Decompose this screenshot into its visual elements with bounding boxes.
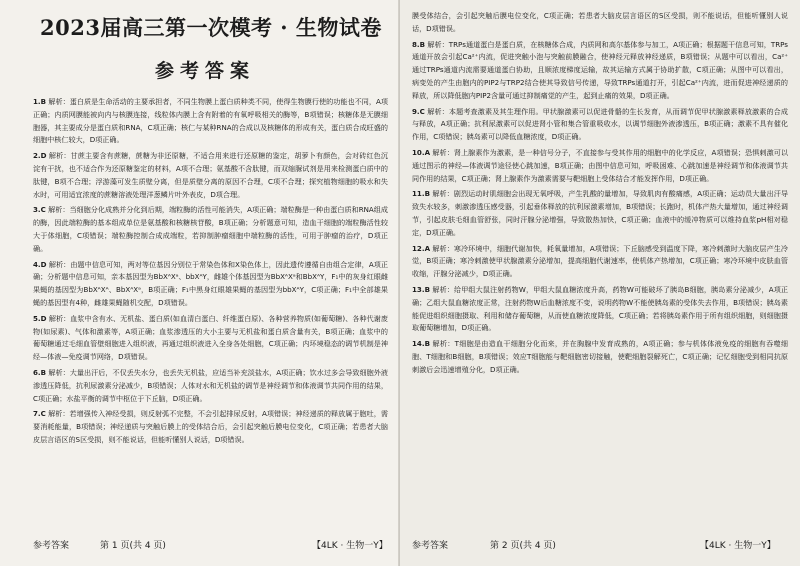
footer-page-number: 第 1 页(共 4 页)	[100, 541, 166, 551]
answer-number: 4.D	[33, 259, 47, 269]
footer-code: 【4LK · 生物一Y】	[700, 541, 776, 551]
footer-label: 参考答案	[412, 541, 449, 551]
answer-number: 6.B	[33, 367, 47, 377]
answer-number: 12.A	[412, 243, 431, 253]
answer-text: 解析：肾上腺素作为激素，是一种信号分子，不直接参与受其作用的细胞中的化学反应，A项错误；恐惧刺激可以通过图示的神经—体液调节途径使心跳加速，B项正确；由图中信息可知，呼吸困难、心跳加速是神经调节和体液调节共同作用的结果，C项正确；肾上腺素作为激素需要与靶细胞上受体结合才能发挥作用，D项正确。	[412, 147, 788, 183]
answer-number: 13.B	[412, 284, 430, 294]
page-subtitle: 参考答案	[154, 60, 255, 82]
answer-number: 1.B	[33, 97, 47, 106]
answer-text: 解析：由题中信息可知，两对等位基因分别位于常染色体和X染色体上，因此遗传遵循自由组合定律，A项正确；分析题中信息可知，亲本基因型为BbXᴬXᵃ、bbXᴬY，雌雄个体基因型为BbXᴬXᵃ和BbXᴬY，F₁中的灰身红眼雌果蝇的基因型为BbXᴬXᴬ、BbXᴬXᵃ，B项正确；F₁中黑身红眼雄果蝇的基因型为bbXᴬY，C项正确；F₁中全部雄果蝇的基因型有4种，雌雄果蝇随机交配，D项错误。	[33, 259, 389, 307]
answer-item	[33, 150, 388, 201]
answer-number: 11.B	[412, 189, 430, 199]
answer-item	[33, 204, 388, 255]
answer-text: 解析：蛋白质是生命活动的主要承担者，不同生物膜上蛋白质种类不同，使得生物膜行使的功能也不同，A项正确；内质网膜能被向内与核膜连接，线粒体内膜上含有附着的有氧呼吸相关的酶等，B项错误；核糖体是无膜细胞器，其主要成分是蛋白质和RNA，C项正确；核仁与某种RNA的合成以及核糖体的形成有关，蛋白质合成旺盛的细胞中核仁较大，D项正确。	[33, 97, 388, 145]
right-page	[400, 0, 800, 566]
answer-item	[412, 10, 788, 36]
answer-item	[33, 96, 388, 147]
answer-text: 解析：TRPs通道蛋白是蛋白质，在核糖体合成，内质网和高尔基体参与加工，A项正确；根据题干信息可知，TRPs通道开放会引起Ca²⁺内流，促进突触小泡与突触前膜融合，使神经元释放神经递质，B项错误；从题中可以看出，Ca²⁺通过TRPs通道内流需要通道蛋白协助，且顺浓度梯度运输，故其运输方式属于协助扩散，C项正确；从图中可以看出，病变处的产生由胞内的PIP2与TRP2结合使其导致信号传递，导致TRPs通道打开，引起Ca²⁺内流，进而促进神经递质的释放，所以降低胞内PIP2含量可通过抑制痛觉的产生，起到止痛的效果，D项正确。	[412, 39, 788, 100]
answer-number: 14.B	[412, 339, 430, 349]
answer-number: 7.C	[33, 409, 46, 419]
answer-text: 膜受体结合，会引起突触后膜电位变化，C项正确；若患者大脑皮层言语区的S区受损，则不能说话，但能听懂别人说话，D项错误。	[412, 11, 788, 33]
answer-number: 3.C	[33, 205, 46, 215]
answer-text: 解析：甘蔗主要含有蔗糖，蔗糖为非还原糖，不适合用来进行还原糖的鉴定，胡萝卜有颜色，会对砖红色沉淀有干扰，也不适合作为还原糖鉴定的材料，A项不合理；氨基酸不含肽键，而双缩脲试剂是用来检测蛋白质中的肽键，B项不合理；浮游藻可发生质壁分离，但是质壁分离的原因不合理，C项不合理；探究植物细胞的吸水和失水时，可用适宜浓度的蔗糖溶液处理洋葱鳞片叶外表皮，D项合理。	[33, 151, 388, 199]
answer-item	[412, 243, 788, 281]
answer-item	[412, 39, 788, 103]
answer-number: 5.D	[33, 313, 47, 323]
answer-item	[33, 408, 388, 446]
answer-list-right	[412, 10, 788, 380]
answer-item	[33, 367, 388, 405]
answer-item	[412, 284, 788, 335]
answer-item	[412, 147, 788, 185]
answer-text: 解析：本题考查激素及其生理作用。甲状腺激素可以促进骨骼的生长发育，从而调节促甲状腺激素释放激素的合成与释放，A项正确；抗利尿激素可以促进肾小管和集合管重吸收水，以调节细胞外液渗透压，B项正确；激素不具有催化作用，C项错误；胰岛素可以降低血糖浓度，D项正确。	[412, 106, 788, 142]
answer-text: 解析：大量出汗后，不仅丢失水分，也丢失无机盐，应适当补充淡盐水，A项正确；饮水过多会导致细胞外液渗透压降低，抗利尿激素分泌减少，B项错误；人体对水和无机盐的调节是神经调节和体液调节共同作用的结果，C项正确；水盐平衡的调节中枢位于下丘脑，D项正确。	[33, 367, 388, 403]
answer-item	[33, 259, 388, 310]
answer-list-left	[33, 96, 388, 450]
answer-number: 2.D	[33, 151, 47, 161]
page-title: 2023届高三第一次模考 · 生物试卷	[40, 15, 382, 40]
answer-text: 解析：剧烈运动时肌细胞会出现无氧呼吸，产生乳酸的量增加，导致肌肉有酸痛感，A项正确；运动员大量出汗导致失水较多，刺激渗透压感受器，引起垂体释放的抗利尿激素增加，B项错误；长跑时，机体产热大量增加，通过神经调节，引起皮肤毛细血管舒张，同时汗腺分泌增强，导致散热加快，C项正确；血液中的缓冲物质可以维持血浆pH相对稳定，D项正确。	[412, 189, 788, 237]
answer-text: 解析：血浆中含有水、无机盐、蛋白质(如血清白蛋白、纤维蛋白原)、各种营养物质(如葡萄糖)、各种代谢废物(如尿素)、气体和激素等，A项正确；血浆渗透压的大小主要与无机盐和蛋白质含量有关，B项正确；血浆中的葡萄糖通过毛细血管壁细胞进入组织液，再通过组织液进入全身各处细胞，C项正确；内环境稳态的调节机制是神经—体液—免疫调节网络，D项错误。	[33, 313, 388, 362]
answer-number: 9.C	[412, 106, 425, 116]
answer-number: 10.A	[412, 147, 431, 157]
footer-page-number: 第 2 页(共 4 页)	[490, 541, 556, 551]
answer-item	[412, 338, 788, 376]
footer-code: 【4LK · 生物一Y】	[312, 541, 388, 551]
answer-text: 解析：给甲组大鼠注射药物W，甲组大鼠血糖浓度升高，药物W可能破坏了胰岛B细胞，胰岛素分泌减少，A项正确；乙组大鼠血糖浓度正常，注射药物W后血糖浓度不变，说明药物W不能使胰岛素的受体失去作用，B项错误；胰岛素能促进组织细胞摄取、利用和储存葡萄糖，从而使血糖浓度降低，C项正确；若将胰岛素作用于所有组织细胞，则细胞摄取葡萄糖增加，D项正确。	[412, 284, 788, 333]
footer-label: 参考答案	[33, 541, 70, 551]
answer-text: 解析：寒冷环境中，细胞代谢加快，耗氧量增加，A项错误；下丘脑感受到温度下降，寒冷刺激时大脑皮层产生冷觉，B项正确；寒冷刺激使甲状腺激素分泌增加，提高细胞代谢速率，使机体产热增加，C项正确；寒冷环境中皮肤血管收缩，汗腺分泌减少，D项正确。	[412, 243, 788, 279]
answer-number: 8.B	[412, 39, 426, 49]
answer-item	[412, 188, 788, 239]
answer-text: 解析：若增强传入神经受损，则反射弧不完整，不会引起排尿反射，A项错误；神经递质的释放属于胞吐，需要消耗能量，B项错误；神经递质与突触后膜上的受体结合后，会引起突触后膜电位变化，C项正确；若患者大脑皮层言语区的S区受损，则不能说话，但能听懂别人说话，D项错误。	[33, 409, 388, 444]
answer-item	[33, 313, 388, 364]
answer-item	[412, 106, 788, 144]
answer-text: 解析：T细胞是由造血干细胞分化而来，并在胸腺中发育成熟的，A项正确；参与机体体液免疫的细胞有吞噬细胞、T细胞和B细胞，B项错误；效应T细胞能与靶细胞密切接触，使靶细胞裂解死亡，C项正确；记忆细胞受到相同抗原刺激后会迅速增殖分化，D项正确。	[412, 339, 788, 374]
answer-text: 解析：当细胞分化成熟并分化到后期，端粒酶的活性可能消失，A项正确；端粒酶是一种由蛋白质和RNA组成的酶，因此端粒酶的基本组成单位是氨基酸和核糖核苷酸，B项正确；分析题意可知，造血干细胞的端粒酶活性较大于体细胞，C项错误；端粒酶控制合成成端粒，若抑制肿瘤细胞中端粒酶的活性，可用于肿瘤的治疗，D项正确。	[33, 205, 388, 253]
